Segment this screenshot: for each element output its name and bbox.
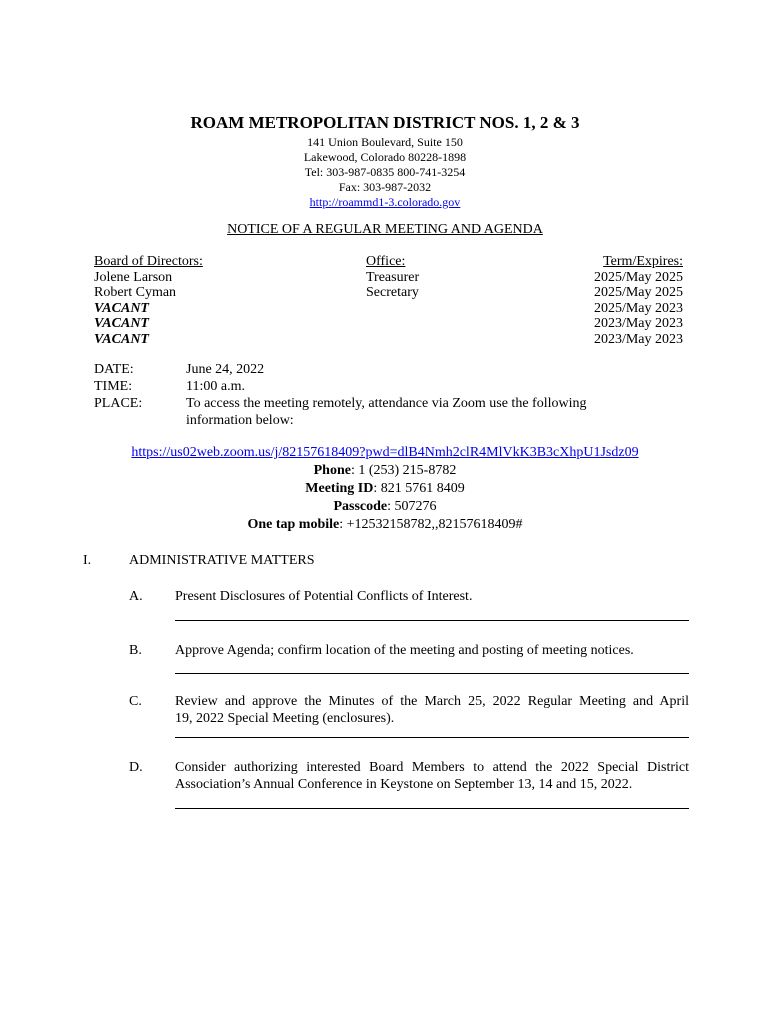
term-column bbox=[594, 254, 683, 347]
district-title: ROAM METROPOLITAN DISTRICT NOS. 1, 2 & 3 bbox=[190, 113, 580, 132]
date-value: June 24, 2022 bbox=[186, 362, 265, 377]
zoom-one-tap bbox=[0, 516, 770, 534]
director-term: 2025/May 2023 bbox=[593, 300, 683, 316]
office-column bbox=[366, 254, 419, 301]
zoom-passcode-value: : 507276 bbox=[387, 499, 437, 514]
address-line-2: Lakewood, Colorado 80228-1898 bbox=[303, 150, 467, 164]
director-term: 2025/May 2025 bbox=[593, 285, 683, 300]
signature-line bbox=[175, 620, 689, 621]
agenda-item-letter: D. bbox=[129, 760, 143, 775]
website-link[interactable]: http://roammd1-3.colorado.gov bbox=[309, 195, 461, 209]
agenda-item-line: Review and approve the Minutes of the March 25, 2022 Regular Meeting and April bbox=[175, 694, 689, 709]
zoom-one-tap-label: One tap mobile bbox=[247, 517, 340, 532]
director-name: Robert Cyman bbox=[94, 285, 177, 300]
fax-line: Fax: 303-987-2032 bbox=[338, 180, 432, 194]
director-name: VACANT bbox=[94, 300, 149, 316]
place-value-line-1: To access the meeting remotely, attendance via Zoom use the following bbox=[186, 396, 587, 411]
meeting-values bbox=[186, 361, 586, 429]
director-name: Jolene Larson bbox=[94, 269, 173, 285]
agenda-item-line: Approve Agenda; confirm location of the meeting and posting of meeting notices. bbox=[175, 643, 634, 658]
agenda-item-line: 19, 2022 Special Meeting (enclosures). bbox=[175, 711, 395, 726]
director-office: Secretary bbox=[366, 285, 419, 300]
section-numeral: I. bbox=[83, 553, 92, 568]
place-label: PLACE: bbox=[94, 396, 143, 411]
address-block bbox=[0, 135, 770, 210]
director-office: Treasurer bbox=[366, 269, 420, 285]
term-header: Term/Expires: bbox=[603, 254, 683, 269]
director-term: 2023/May 2023 bbox=[593, 316, 683, 331]
date-label: DATE: bbox=[94, 362, 134, 377]
director-term: 2023/May 2023 bbox=[593, 331, 683, 347]
meeting-labels bbox=[94, 361, 142, 412]
zoom-phone-value: : 1 (253) 215-8782 bbox=[350, 463, 457, 478]
office-header: Office: bbox=[366, 254, 406, 269]
address-line-1: 141 Union Boulevard, Suite 150 bbox=[307, 135, 463, 149]
agenda-item-text bbox=[175, 693, 689, 727]
signature-line bbox=[175, 808, 689, 809]
director-name: VACANT bbox=[94, 331, 149, 347]
agenda-item-text bbox=[175, 642, 689, 659]
zoom-phone bbox=[0, 462, 770, 480]
zoom-passcode bbox=[0, 498, 770, 516]
zoom-info bbox=[0, 444, 770, 534]
section-title: ADMINISTRATIVE MATTERS bbox=[129, 553, 315, 568]
zoom-phone-label: Phone bbox=[313, 463, 351, 478]
signature-line bbox=[175, 737, 689, 738]
agenda-item-line: Present Disclosures of Potential Conflicts of Interest. bbox=[175, 589, 473, 604]
zoom-passcode-label: Passcode bbox=[333, 499, 388, 514]
agenda-item-letter: C. bbox=[129, 694, 142, 709]
zoom-meeting-id-label: Meeting ID bbox=[305, 481, 374, 496]
agenda-item-line: Association’s Annual Conference in Keystone on September 13, 14 and 15, 2022. bbox=[175, 777, 633, 792]
place-value-line-2: information below: bbox=[186, 413, 294, 428]
signature-line bbox=[175, 673, 689, 674]
directors-column bbox=[94, 254, 203, 347]
zoom-meeting-id-value: : 821 5761 8409 bbox=[373, 481, 465, 496]
zoom-one-tap-value: : +12532158782,,82157618409# bbox=[339, 517, 523, 532]
agenda-item-text bbox=[175, 588, 689, 605]
time-label: TIME: bbox=[94, 379, 133, 394]
directors-header: Board of Directors: bbox=[94, 254, 203, 269]
director-term: 2025/May 2025 bbox=[593, 269, 683, 285]
telephone-line: Tel: 303-987-0835 800-741-3254 bbox=[304, 165, 466, 179]
director-name: VACANT bbox=[94, 316, 149, 331]
agenda-item-line: Consider authorizing interested Board Members to attend the 2022 Special District bbox=[175, 760, 689, 775]
agenda-item-letter: A. bbox=[129, 589, 143, 604]
notice-title: NOTICE OF A REGULAR MEETING AND AGENDA bbox=[227, 222, 543, 237]
zoom-meeting-id bbox=[0, 480, 770, 498]
agenda-item-letter: B. bbox=[129, 643, 142, 658]
zoom-meeting-link[interactable]: https://us02web.zoom.us/j/82157618409?pwd=dlB4Nmh2clR4MlVkK3B3cXhpU1Jsdz09 bbox=[131, 445, 639, 460]
time-value: 11:00 a.m. bbox=[186, 379, 245, 394]
agenda-item-text bbox=[175, 759, 689, 793]
